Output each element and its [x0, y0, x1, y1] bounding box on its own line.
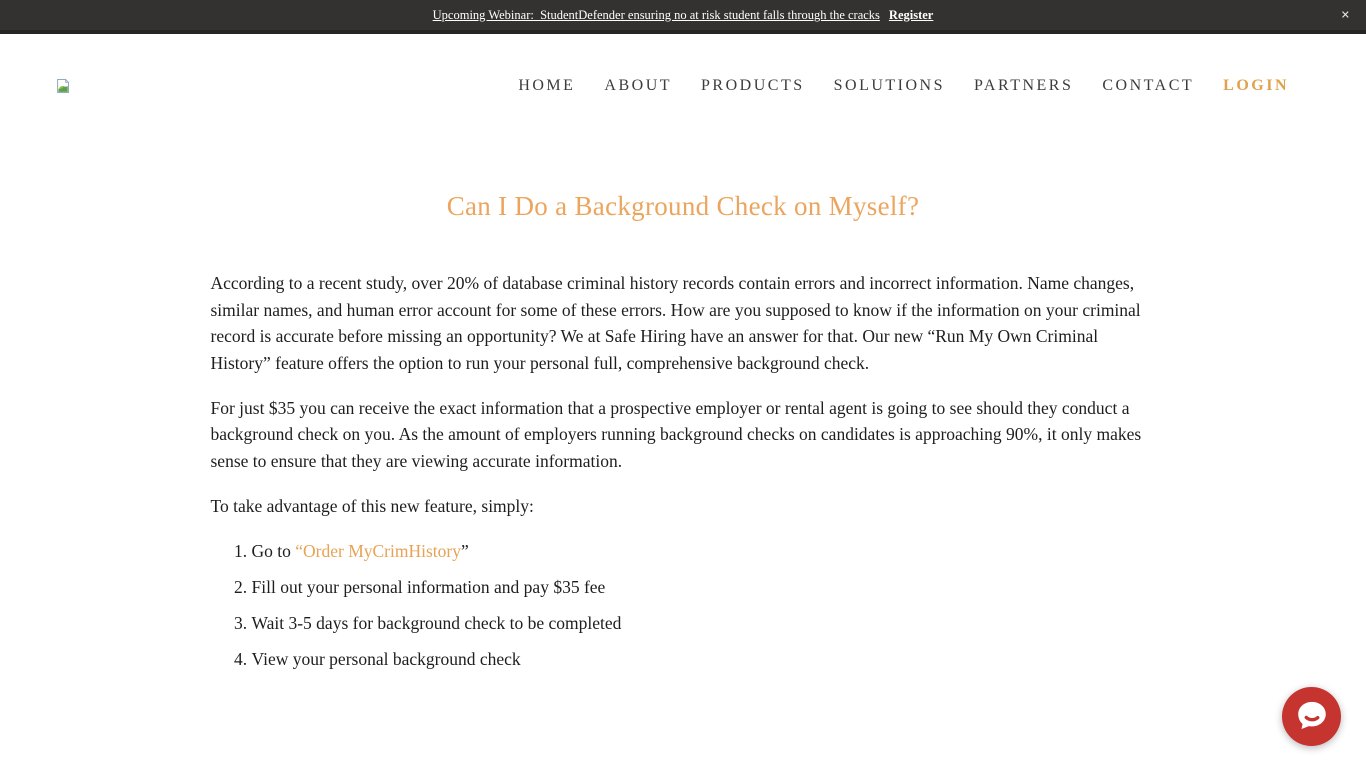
order-mycrimhistory-link[interactable]: “Order MyCrimHistory	[295, 540, 461, 561]
nav-item-contact[interactable]: CONTACT	[1102, 76, 1195, 94]
list-item-step1	[252, 538, 1156, 565]
list-item-step2: 2. Fill out your personal information and pay $35 fee	[252, 574, 1156, 601]
paragraph-steps-lead: To take advantage of this new feature, simply:	[210, 495, 534, 516]
nav-item-solutions[interactable]: SOLUTIONS	[833, 76, 945, 94]
paragraph-intro: According to a recent study, over 20% of database criminal history records contain errors and incorrect information. Name changes, similar names, and human error account for some of these errors. How are you supposed to know if the information on your criminal record is accurate before missing an opportunity? We at Safe Hiring have an answer for that. Our new “Run My Own Criminal History” feature offers the option to run your personal full, comprehensive background check.	[210, 273, 1141, 373]
nav-item-products[interactable]: PRODUCTS	[701, 76, 805, 94]
site-logo[interactable]	[55, 78, 71, 94]
nav-item-login[interactable]: LOGIN	[1223, 76, 1289, 94]
webinar-banner	[0, 0, 1366, 34]
step1-suffix: ”	[461, 540, 469, 561]
list-item-step3: 3. Wait 3-5 days for background check to be completed	[252, 610, 1156, 637]
article-content	[211, 191, 1156, 672]
chat-launcher-button[interactable]	[1282, 687, 1341, 746]
webinar-register-link[interactable]: Register	[888, 7, 934, 22]
nav-item-partners[interactable]: PARTNERS	[974, 76, 1074, 94]
webinar-banner-link[interactable]	[433, 8, 934, 23]
steps-list	[211, 538, 1156, 673]
broken-image-icon	[55, 81, 71, 98]
main-nav	[489, 77, 1289, 95]
webinar-banner-text: Upcoming Webinar: StudentDefender ensuring no at risk student falls through the cracks	[432, 7, 880, 22]
nav-item-home[interactable]: HOME	[518, 76, 576, 94]
chat-bubble-icon	[1294, 697, 1330, 736]
paragraph-pricing: For just $35 you can receive the exact information that a prospective employer or rental agent is going to see should they conduct a background check on you. As the amount of employers running background checks on candidates is approaching 90%, it only makes sense to ensure that they are viewing accurate information.	[210, 397, 1142, 471]
site-header	[0, 34, 1366, 137]
close-icon: ✕	[1340, 8, 1350, 22]
step1-prefix: Go to	[251, 540, 296, 561]
list-item-step4: 4. View your personal background check	[252, 646, 1156, 673]
nav-item-about[interactable]: ABOUT	[604, 76, 673, 94]
page-title: Can I Do a Background Check on Myself?	[446, 191, 920, 221]
banner-close-button[interactable]	[1337, 6, 1354, 25]
